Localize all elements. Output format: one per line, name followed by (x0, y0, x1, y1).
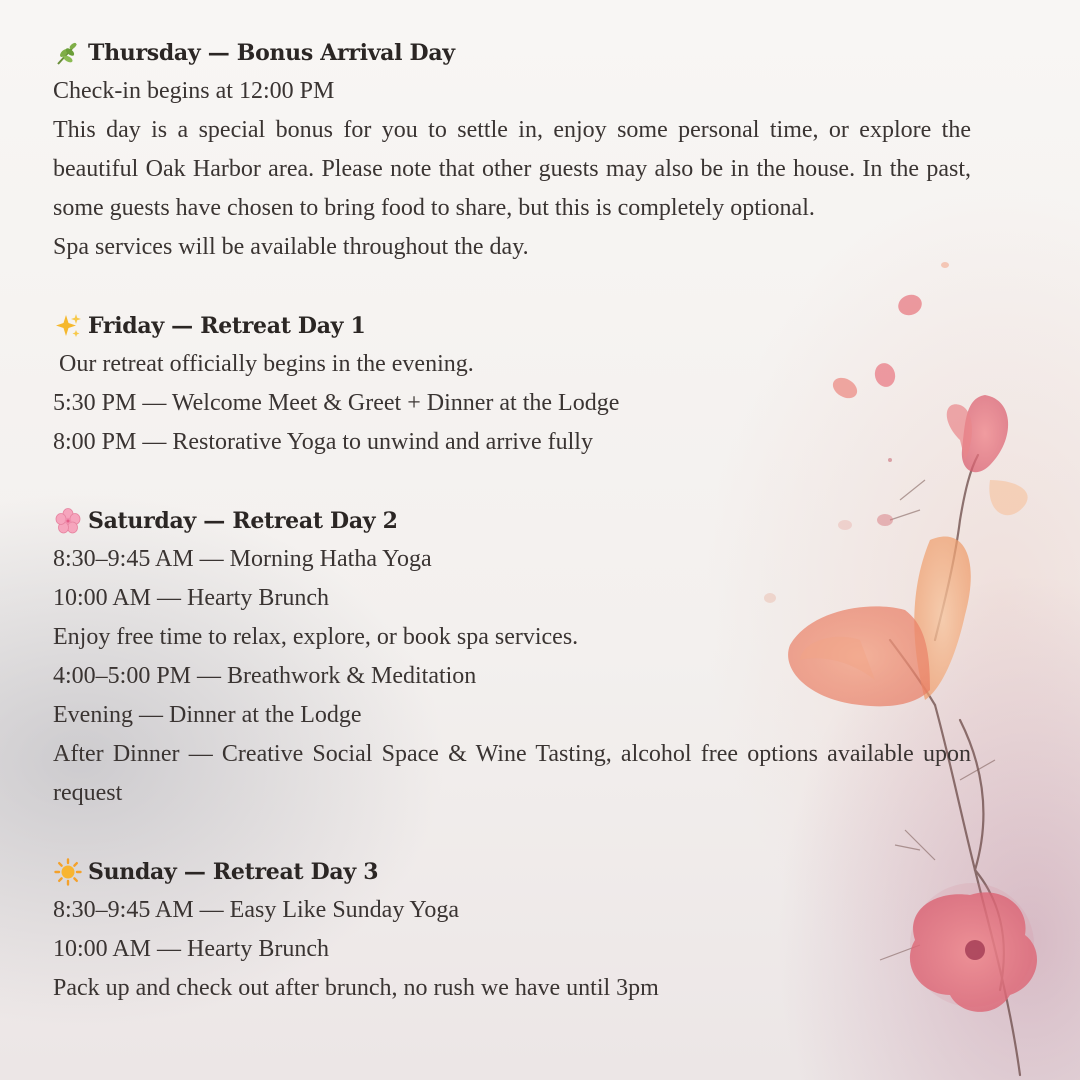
day-section-sunday (53, 852, 973, 1008)
day-section-thursday (53, 33, 973, 267)
day-heading (53, 306, 973, 345)
schedule-line: After Dinner — Creative Social Space & Wine Tasting, alcohol free options available upon request (53, 741, 971, 806)
schedule-line: 10:00 AM — Hearty Brunch (53, 585, 329, 611)
schedule-line: Pack up and check out after brunch, no rush we have until 3pm (53, 975, 659, 1001)
day-section-friday (53, 306, 973, 462)
day-description: This day is a special bonus for you to settle in, enjoy some personal time, or explore the beautiful Oak Harbor area. Please note that other guests may also be in the house. In the past, some guests have chosen to bring food to share, but this is completely optional. (53, 117, 971, 221)
day-heading (53, 501, 973, 540)
schedule-line: Spa services will be available throughout the day. (53, 234, 529, 260)
schedule-line: Enjoy free time to relax, explore, or book spa services. (53, 624, 579, 650)
day-heading-text: Friday — Retreat Day 1 (88, 312, 366, 339)
itinerary (53, 33, 973, 1047)
day-heading-text: Sunday — Retreat Day 3 (88, 858, 379, 885)
day-heading-text: Thursday — Bonus Arrival Day (88, 39, 455, 66)
schedule-line: Our retreat officially begins in the evening. (59, 351, 474, 377)
schedule-line: 8:30–9:45 AM — Easy Like Sunday Yoga (53, 897, 460, 923)
schedule-line: Evening — Dinner at the Lodge (53, 702, 362, 728)
cherry-blossom-icon (53, 506, 83, 536)
schedule-line: 5:30 PM — Welcome Meet & Greet + Dinner at the Lodge (53, 390, 620, 416)
schedule-line: 8:00 PM — Restorative Yoga to unwind and arrive fully (53, 429, 593, 455)
schedule-line: Check-in begins at 12:00 PM (53, 78, 335, 104)
day-heading (53, 852, 973, 891)
schedule-line: 8:30–9:45 AM — Morning Hatha Yoga (53, 546, 432, 572)
sun-icon (53, 857, 83, 887)
schedule-line: 4:00–5:00 PM — Breathwork & Meditation (53, 663, 477, 689)
day-heading (53, 33, 973, 72)
day-section-saturday (53, 501, 973, 813)
day-heading-text: Saturday — Retreat Day 2 (88, 507, 398, 534)
sparkles-icon (53, 311, 83, 341)
herb-icon (53, 38, 83, 68)
schedule-line: 10:00 AM — Hearty Brunch (53, 936, 329, 962)
